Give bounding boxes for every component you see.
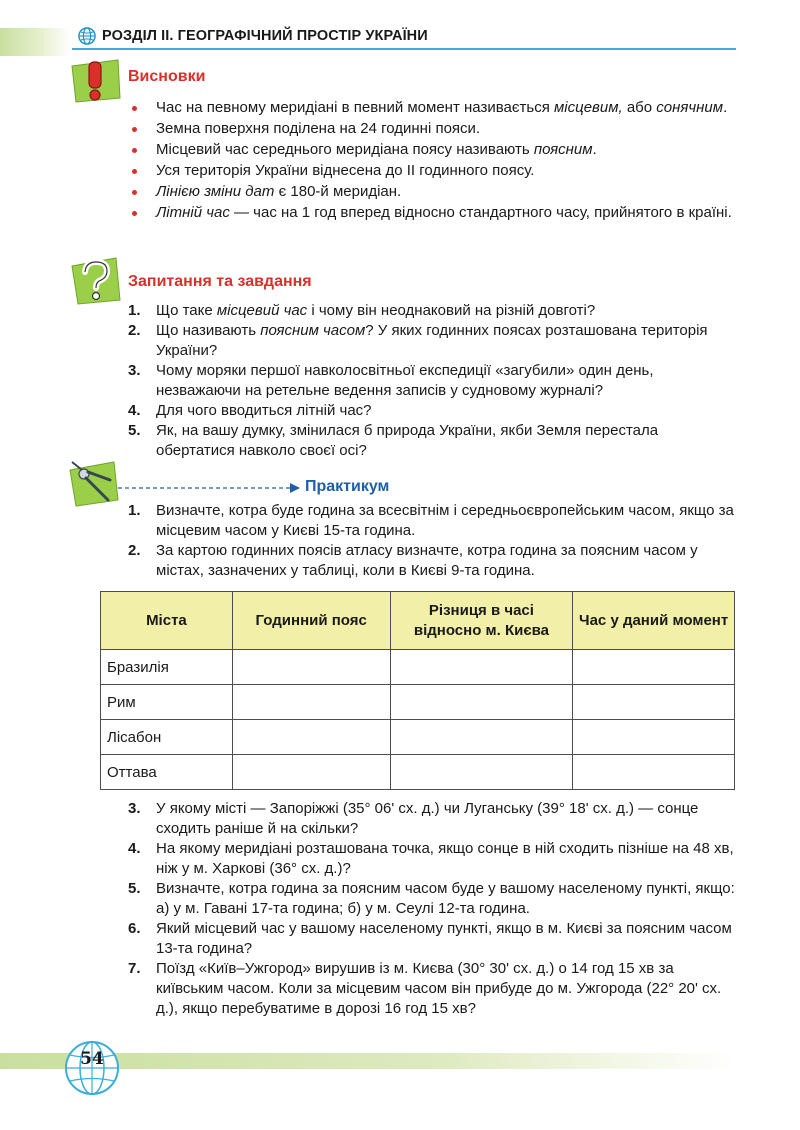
page-number: 54: [80, 1049, 104, 1069]
empty-cell[interactable]: [573, 720, 735, 755]
list-item: 3. Чому моряки першої навколосвітньої експедиції «загубили» один день, незважаючи на ретельне ведення записів у судновому журналі?: [128, 362, 654, 399]
list-item: 3. У якому місті — Запоріжжі (35° 06' сх. д.) чи Луганську (39° 18' сх. д.) — сонце сходить раніше й на скільки?: [128, 800, 699, 837]
table-row: [101, 685, 735, 720]
list-item: Місцевий час середнього меридіана поясу називають поясним.: [132, 140, 736, 160]
header-decor-bar: [0, 28, 70, 56]
list-item: 1. Що таке місцевий час і чому він неоднаковий на різній довготі?: [128, 302, 596, 319]
list-item: 1. Визначте, котра буде година за всесвітнім і середньоєвропейським часом, якщо за місцевим часом у Києві 15-та година.: [128, 502, 734, 539]
empty-cell[interactable]: [573, 685, 735, 720]
table-row: [101, 720, 735, 755]
bullet-icon: [132, 148, 137, 153]
list-item: 7. Поїзд «Київ–Ужгород» вирушив із м. Києва (30° 30' сх. д.) о 14 год 15 хв за київським часом. Коли за місцевим часом він прибуде до м. Ужгорода (22° 20' сх. д.), якщо перебуватиме в дорозі 16 год 15 хв?: [128, 960, 722, 1017]
globe-icon: [78, 27, 96, 45]
empty-cell[interactable]: [232, 720, 390, 755]
table-header: Різниця в часі відносно м. Києва: [390, 592, 573, 650]
empty-cell[interactable]: [390, 755, 573, 790]
question-icon: [70, 256, 122, 306]
table-header: Міста: [101, 592, 233, 650]
empty-cell[interactable]: [573, 650, 735, 685]
exclamation-icon: [70, 58, 122, 104]
conclusions-list: [132, 98, 736, 224]
practicum-list: [128, 501, 736, 581]
time-zones-table: [100, 591, 735, 790]
list-item: 2. За картою годинних поясів атласу визначте, котра година за поясним часом у містах, зазначених у таблиці, коли в Києві 9-та година.: [128, 542, 698, 579]
dashed-arrow-icon: [118, 481, 302, 495]
compass-tool-icon: [66, 458, 120, 508]
page-number-badge: [62, 1038, 122, 1098]
empty-cell[interactable]: [232, 650, 390, 685]
list-item: 2. Що називають поясним часом? У яких годинних поясах розташована територія України?: [128, 322, 708, 359]
table-header: Годинний пояс: [232, 592, 390, 650]
table-header: Час у даний момент: [573, 592, 735, 650]
city-cell: Рим: [101, 685, 233, 720]
list-item: 4. Для чого вводиться літній час?: [128, 402, 372, 419]
list-item: 5. Визначте, котра година за поясним часом буде у вашому населеному пункті, якщо: а) у м. Гавані 17-та година; б) у м. Сеулі 12-та година.: [128, 880, 735, 917]
bullet-icon: [132, 190, 137, 195]
table-row: [101, 755, 735, 790]
empty-cell[interactable]: [573, 755, 735, 790]
list-item: 6. Який місцевий час у вашому населеному пункті, якщо в м. Києві за поясним часом 13-та година?: [128, 920, 732, 957]
bullet-icon: [132, 106, 137, 111]
empty-cell[interactable]: [232, 685, 390, 720]
list-item: Лінією зміни дат є 180-й меридіан.: [132, 182, 736, 202]
chapter-title: РОЗДІЛ ІІ. ГЕОГРАФІЧНИЙ ПРОСТІР УКРАЇНИ: [102, 28, 428, 44]
empty-cell[interactable]: [390, 685, 573, 720]
empty-cell[interactable]: [232, 755, 390, 790]
questions-title: Запитання та завдання: [128, 273, 312, 290]
list-item: Уся територія України віднесена до II годинного поясу.: [132, 161, 736, 181]
list-item: Земна поверхня поділена на 24 годинні пояси.: [132, 119, 736, 139]
empty-cell[interactable]: [390, 720, 573, 755]
list-item: 4. На якому меридіані розташована точка, якщо сонце в ній сходить пізніше на 48 хв, ніж у м. Харкові (36° сх. д.)?: [128, 840, 734, 877]
bullet-icon: [132, 127, 137, 132]
list-item: Час на певному меридіані в певний момент називається місцевим, або сонячним.: [132, 98, 736, 118]
bullet-icon: [132, 211, 137, 216]
city-cell: Бразилія: [101, 650, 233, 685]
practicum-title: Практикум: [305, 478, 390, 495]
table-row: [101, 650, 735, 685]
list-item: 5. Як, на вашу думку, змінилася б природа України, якби Земля перестала обертатися навколо своєї осі?: [128, 422, 659, 459]
bullet-icon: [132, 169, 137, 174]
chapter-header: [72, 24, 736, 50]
empty-cell[interactable]: [390, 650, 573, 685]
questions-list: [128, 301, 736, 461]
conclusions-title: Висновки: [128, 68, 206, 85]
practicum-list-continued: [128, 799, 736, 1019]
city-cell: Лісабон: [101, 720, 233, 755]
list-item: Літній час — час на 1 год вперед відносно стандартного часу, прийнятого в країні.: [132, 203, 736, 223]
city-cell: Оттава: [101, 755, 233, 790]
